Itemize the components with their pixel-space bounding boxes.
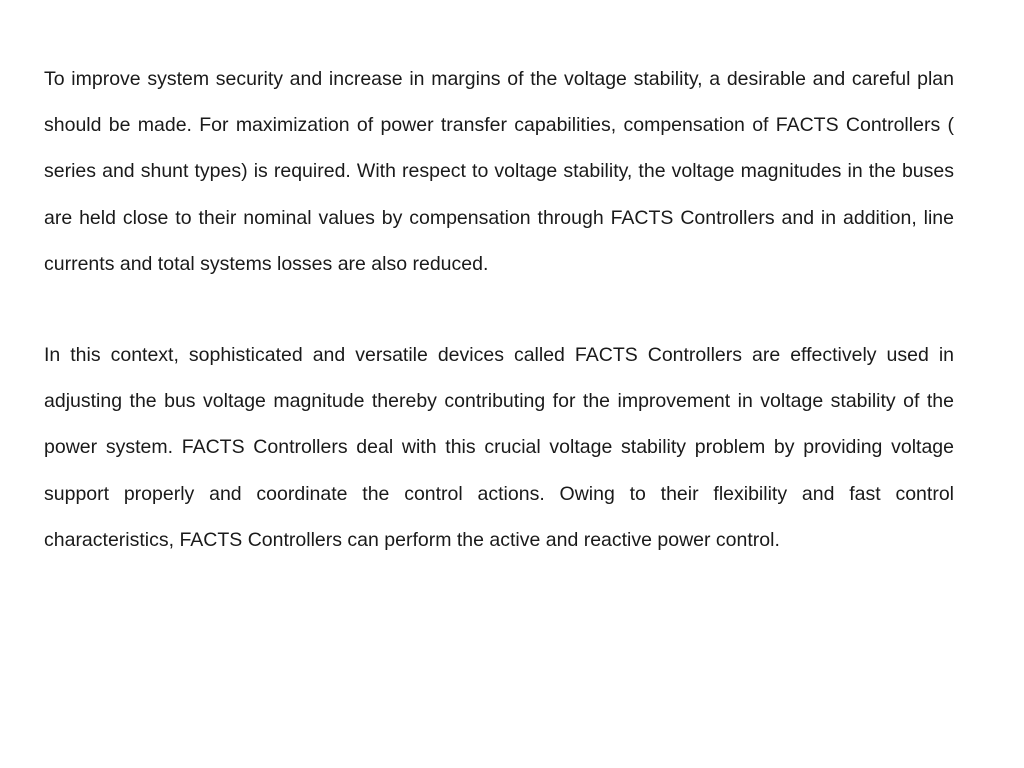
paragraph-voltage-stability-planning: To improve system security and increase in margins of the voltage stability, a desirable and careful plan should be made. For maximization of power transfer capabilities, compensation of FACTS Controllers ( series and shunt types) is required. With respect to voltage stability, the voltage magnitudes in the buses are held close to their nominal values by compensation through FACTS Controllers and in addition, line currents and total systems losses are also reduced. <box>44 68 954 275</box>
paragraph-facts-controllers-context: In this context, sophisticated and versatile devices called FACTS Controllers are effectively used in adjusting the bus voltage magnitude thereby contributing for the improvement in voltage stability of the power system. FACTS Controllers deal with this crucial voltage stability problem by providing voltage support properly and coordinate the control actions. Owing to their flexibility and fast control characteristics, FACTS Controllers can perform the active and reactive power control. <box>44 344 954 551</box>
